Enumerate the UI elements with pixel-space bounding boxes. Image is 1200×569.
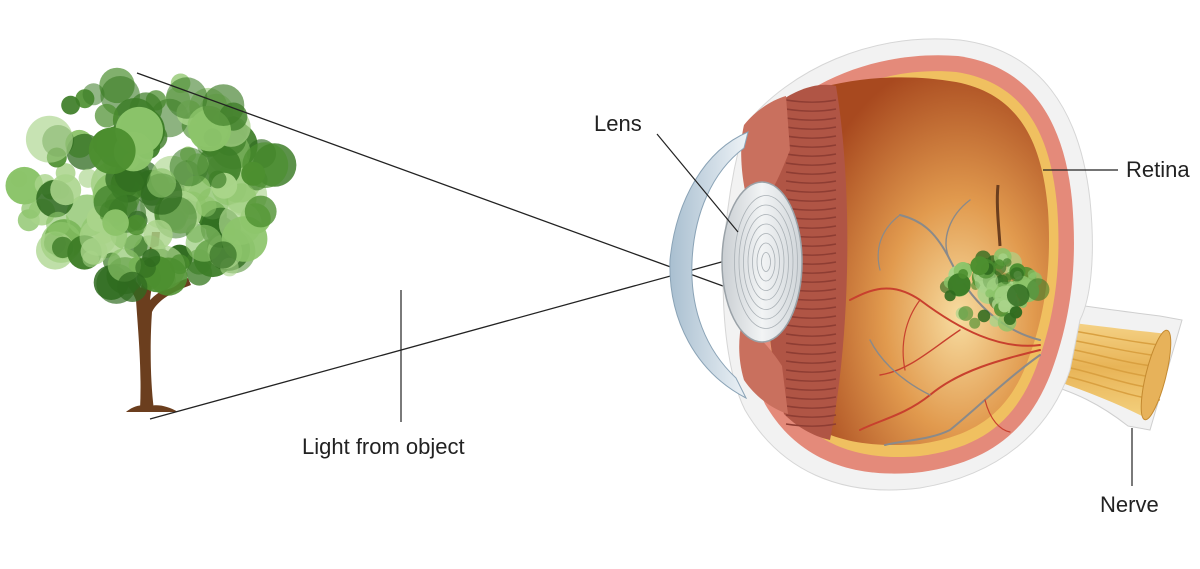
tree-roots [126,405,178,412]
lens [722,182,802,342]
lens-label: Lens [594,111,642,136]
foliage-blob [79,169,98,188]
foliage-blob [11,171,27,187]
foliage-blob [83,251,100,268]
eye-cross-section [670,39,1182,490]
foliage-blob [970,256,989,275]
foliage-blob [89,127,136,174]
foliage-blob [985,289,993,297]
foliage-blob [187,260,212,285]
foliage-blob [61,96,80,115]
foliage-blob [1027,278,1050,301]
foliage-blob [1007,284,1030,307]
foliage-blob [147,168,176,197]
foliage-blob [958,269,968,279]
foliage-blob [978,310,991,323]
foliage-blob [95,104,119,128]
foliage-blob [46,212,70,236]
foliage-blob [210,241,237,268]
light-from-object-label: Light from object [302,434,465,459]
foliage-blob [209,171,227,189]
retina-label: Retina [1126,157,1190,182]
tree-illustration [6,68,297,412]
foliage-blob [117,272,147,302]
foliage-blob [1010,306,1022,318]
foliage-blob [241,162,265,186]
foliage-blob [958,306,973,321]
foliage-blob [245,196,277,228]
foliage-blob [196,196,217,217]
foliage-blob [102,209,129,236]
tree-foliage [6,68,297,304]
foliage-blob [1000,273,1011,284]
foliage-blob [969,318,980,329]
foliage-blob [1010,267,1024,281]
nerve-label: Nerve [1100,492,1159,517]
foliage-blob [998,300,1010,312]
foliage-blob [50,174,81,205]
foliage-blob [26,116,73,163]
foliage-blob [945,290,956,301]
foliage-blob [143,220,173,250]
